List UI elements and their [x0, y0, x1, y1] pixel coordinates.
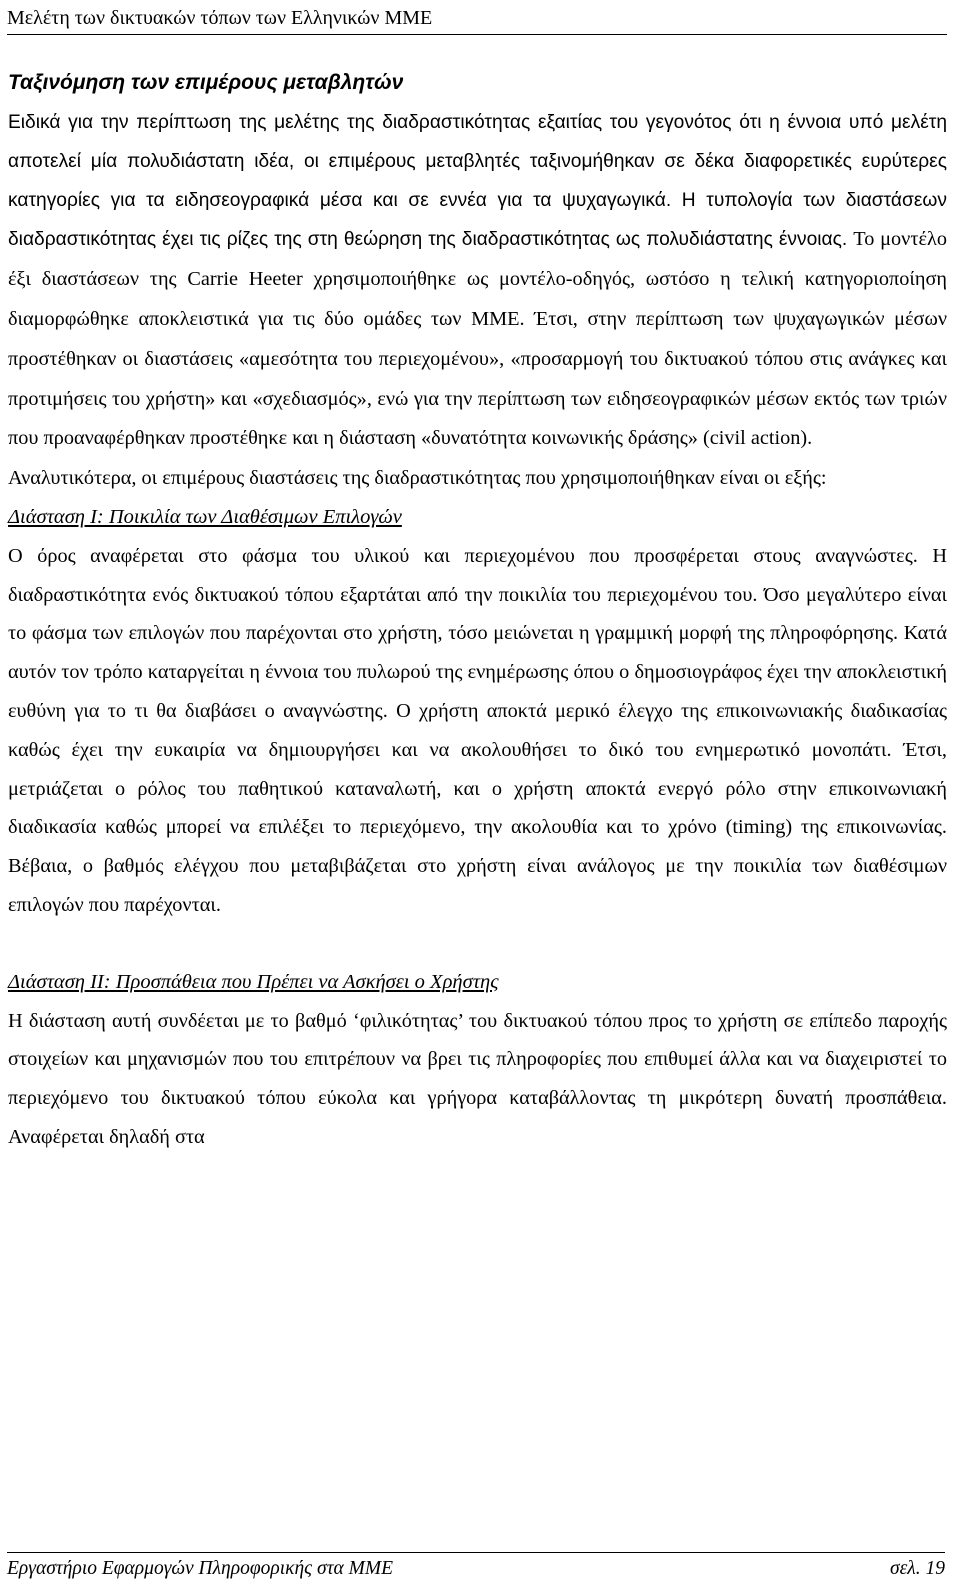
page-footer	[7, 1552, 945, 1581]
model-paragraph-text: Το μοντέλο έξι διαστάσεων της Carrie Heeter χρησιμοποιήθηκε ως μοντέλο-οδηγός, ωστόσο η τελική κατηγοριοποίηση διαμορφώθηκε αποκλειστικά για τις δύο ομάδες των ΜΜΕ. Έτσι, στην περίπτωση των ψυχαγωγικών μέσων προστέθηκαν οι διαστάσεις «αμεσότητα του περιεχομένου», «προσαρμογή του δικτυακού τόπου στις ανάγκες και προτιμήσεις του χρήστη» και «σχεδιασμός», ενώ για την περίπτωση των ειδησεογραφικών μέσων εκτός των τριών που προαναφέρθηκαν προστέθηκε και η διάσταση «δυνατότητα κοινωνικής δράσης» (civil action).	[8, 228, 947, 450]
spacer	[8, 925, 947, 963]
running-header: Μελέτη των δικτυακών τόπων των Ελληνικών ΜΜΕ	[7, 6, 947, 35]
intro-paragraph-text: Ειδικά για την περίπτωση της μελέτης της διαδραστικότητας εξαιτίας του γεγονότος ότι η έννοια υπό μελέτη αποτελεί μία πολυδιάστατη ιδέα, οι επιμέρους μεταβλητές ταξινομήθηκαν σε δέκα διαφορετικές ευρύτερες κατηγορίες για τα ειδησεογραφικά μέσα και σε εννέα για τα ψυχαγωγικά. Η τυπολογία των διαστάσεων διαδραστικότητας έχει τις ρίζες της στη θεώρηση της διαδραστικότητας ως πολυδιάστατης έννοιας.	[8, 112, 947, 251]
section-heading: Ταξινόμηση των επιμέρους μεταβλητών	[8, 71, 404, 94]
page-number: σελ. 19	[890, 1558, 945, 1579]
dimension-1-heading: Διάσταση Ι: Ποικιλία των Διαθέσιμων Επιλογών	[8, 505, 402, 528]
intro-paragraph	[8, 104, 947, 459]
detail-paragraph: Αναλυτικότερα, οι επιμέρους διαστάσεις της διαδραστικότητας που χρησιμοποιήθηκαν είναι οι εξής:	[8, 467, 827, 490]
dimension-1-paragraph: Ο όρος αναφέρεται στο φάσμα του υλικού και περιεχομένου που προσφέρεται στους αναγνώστες. Η διαδραστικότητα ενός δικτυακού τόπου εξαρτάται από την ποικιλία του περιεχομένου του. Όσο μεγαλύτερο είναι το φάσμα των επιλογών που παρέχονται στο χρήστη, τόσο μειώνεται η γραμμική μορφή της πληροφόρησης. Κατά αυτόν τον τρόπο καταργείται η έννοια του πυλωρού της ενημέρωσης όπου ο δημοσιογράφος έχει την αποκλειστική ευθύνη για το τι θα διαβάσει ο αναγνώστης. Ο χρήστη αποκτά μερικό έλεγχο της επικοινωνιακής διαδικασίας καθώς έχει την ευκαιρία να δημιουργήσει και να ακολουθήσει το δικό του ενημερωτικό μονοπάτι. Έτσι, μετριάζεται ο ρόλος του παθητικού καταναλωτή, και ο χρήστη αποκτά ενεργό ρόλο στην επικοινωνιακή διαδικασία καθώς μπορεί να επιλέξει το περιεχόμενο, την ακολουθία και το χρόνο (timing) της επικοινωνίας. Βέβαια, ο βαθμός ελέγχου που μεταβιβάζεται στο χρήστη είναι ανάλογος με την ποικιλία των διαθέσιμων επιλογών που παρέχονται.	[8, 544, 947, 916]
page-content	[8, 68, 947, 1157]
footer-title: Εργαστήριο Εφαρμογών Πληροφορικής στα ΜΜΕ	[7, 1558, 394, 1579]
dimension-2-paragraph: Η διάσταση αυτή συνδέεται με το βαθμό ‘φιλικότητας’ του δικτυακού τόπου προς το χρήστη σε επίπεδο παροχής στοιχείων και μηχανισμών που του επιτρέπουν να βρει τις πληροφορίες που επιθυμεί άλλα και να διαχειριστεί το περιεχόμενο του δικτυακού τόπου εύκολα και γρήγορα καταβάλλοντας τη μικρότερη δυνατή προσπάθεια. Αναφέρεται δηλαδή στα	[8, 1009, 947, 1148]
dimension-2-heading: Διάσταση ΙΙ: Προσπάθεια που Πρέπει να Ασκήσει ο Χρήστης	[8, 970, 499, 993]
